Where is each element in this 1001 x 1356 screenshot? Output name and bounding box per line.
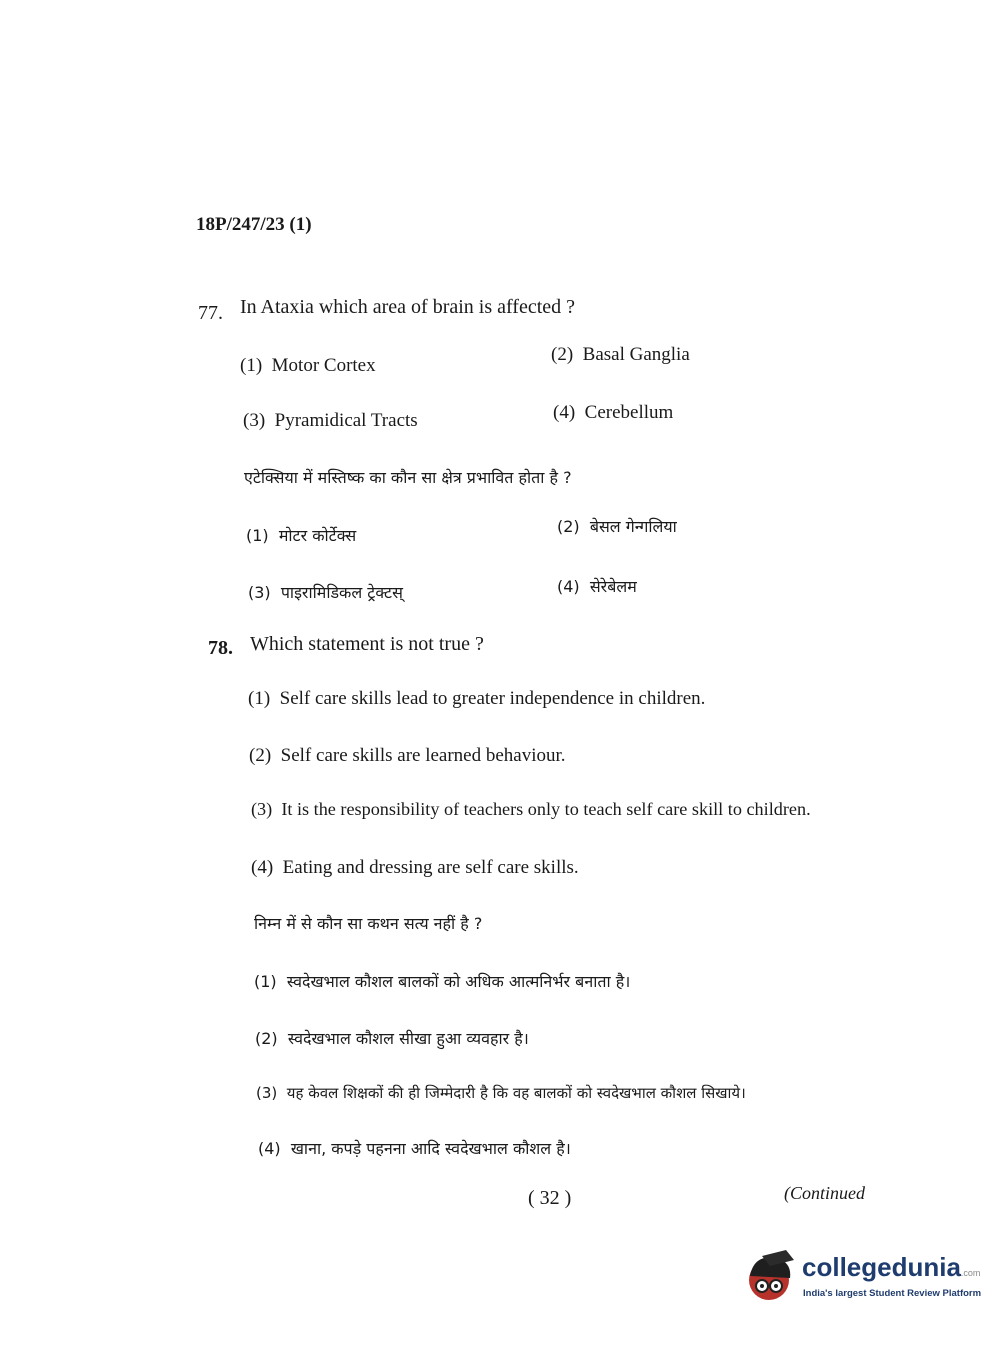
q78-option-1 xyxy=(248,688,705,710)
q77-option-2-hindi xyxy=(557,515,677,537)
option-number: (2) xyxy=(551,344,574,365)
brand-tagline: India's largest Student Review Platform xyxy=(803,1288,982,1299)
option-number: (2) xyxy=(255,1029,278,1048)
option-text: यह केवल शिक्षकों की ही जिम्मेदारी है कि वह बालकों को स्वदेखभाल कौशल सिखाये। xyxy=(286,1084,746,1102)
option-number: (3) xyxy=(251,799,273,819)
option-text: Eating and dressing are self care skills. xyxy=(282,857,579,878)
option-number: (4) xyxy=(553,402,576,423)
question-78-text: Which statement is not true ? xyxy=(250,633,484,655)
option-text: पाइरामिडिकल ट्रेक्टस् xyxy=(280,583,403,602)
q78-option-2 xyxy=(249,745,566,767)
option-number: (4) xyxy=(251,857,274,878)
option-text: सेरेबेलम xyxy=(589,577,637,596)
option-number: (1) xyxy=(240,355,263,376)
option-number: (1) xyxy=(246,526,269,545)
option-text: Pyramidical Tracts xyxy=(274,410,418,431)
collegedunia-logo xyxy=(742,1248,982,1308)
option-text: मोटर कोर्टेक्स xyxy=(278,526,357,545)
q78-option-3-hindi xyxy=(256,1083,746,1103)
question-77-text: In Ataxia which area of brain is affected ? xyxy=(240,296,576,318)
question-78-number: 78. xyxy=(208,637,233,659)
option-text: Motor Cortex xyxy=(271,355,376,376)
q78-option-4 xyxy=(251,857,579,879)
option-number: (4) xyxy=(258,1139,281,1158)
option-text: It is the responsibility of teachers only to teach self care skill to children. xyxy=(281,799,811,819)
page-number: ( 32 ) xyxy=(528,1187,572,1209)
option-number: (3) xyxy=(243,410,266,431)
question-77-number: 77. xyxy=(198,302,223,324)
q78-option-3 xyxy=(251,799,811,820)
option-number: (1) xyxy=(254,972,277,991)
option-text: Basal Ganglia xyxy=(582,344,690,365)
q77-option-1-hindi xyxy=(246,524,356,546)
paper-code: 18P/247/23 (1) xyxy=(196,214,312,235)
q78-option-4-hindi xyxy=(258,1137,571,1159)
q77-option-4 xyxy=(553,402,673,424)
q78-option-2-hindi xyxy=(255,1027,529,1049)
option-number: (4) xyxy=(557,577,580,596)
option-number: (2) xyxy=(557,517,580,536)
option-number: (1) xyxy=(248,688,271,709)
q77-option-3-hindi xyxy=(248,581,403,603)
q78-option-1-hindi xyxy=(254,970,630,992)
q77-option-1 xyxy=(240,355,376,377)
brand-name: collegedunia.com xyxy=(802,1252,981,1282)
option-number: (2) xyxy=(249,745,272,766)
q77-option-3 xyxy=(243,410,418,432)
q77-option-2 xyxy=(551,344,690,366)
option-text: Cerebellum xyxy=(584,402,674,423)
option-text: Self care skills lead to greater independence in children. xyxy=(279,688,706,709)
option-number: (3) xyxy=(256,1084,278,1102)
mascot-icon xyxy=(742,1248,800,1306)
question-77-text-hindi: एटेक्सिया में मस्तिष्क का कौन सा क्षेत्र प्रभावित होता है ? xyxy=(244,468,572,487)
option-text: Self care skills are learned behaviour. xyxy=(280,745,566,766)
q77-option-4-hindi xyxy=(557,575,637,597)
continued-label: (Continued xyxy=(784,1183,865,1203)
option-text: बेसल गेन्गलिया xyxy=(589,517,677,536)
option-text: स्वदेखभाल कौशल सीखा हुआ व्यवहार है। xyxy=(287,1029,529,1048)
question-78-text-hindi: निम्न में से कौन सा कथन सत्य नहीं है ? xyxy=(254,914,483,933)
option-number: (3) xyxy=(248,583,271,602)
option-text: खाना, कपड़े पहनना आदि स्वदेखभाल कौशल है। xyxy=(290,1139,571,1158)
option-text: स्वदेखभाल कौशल बालकों को अधिक आत्मनिर्भर बनाता है। xyxy=(286,972,631,991)
